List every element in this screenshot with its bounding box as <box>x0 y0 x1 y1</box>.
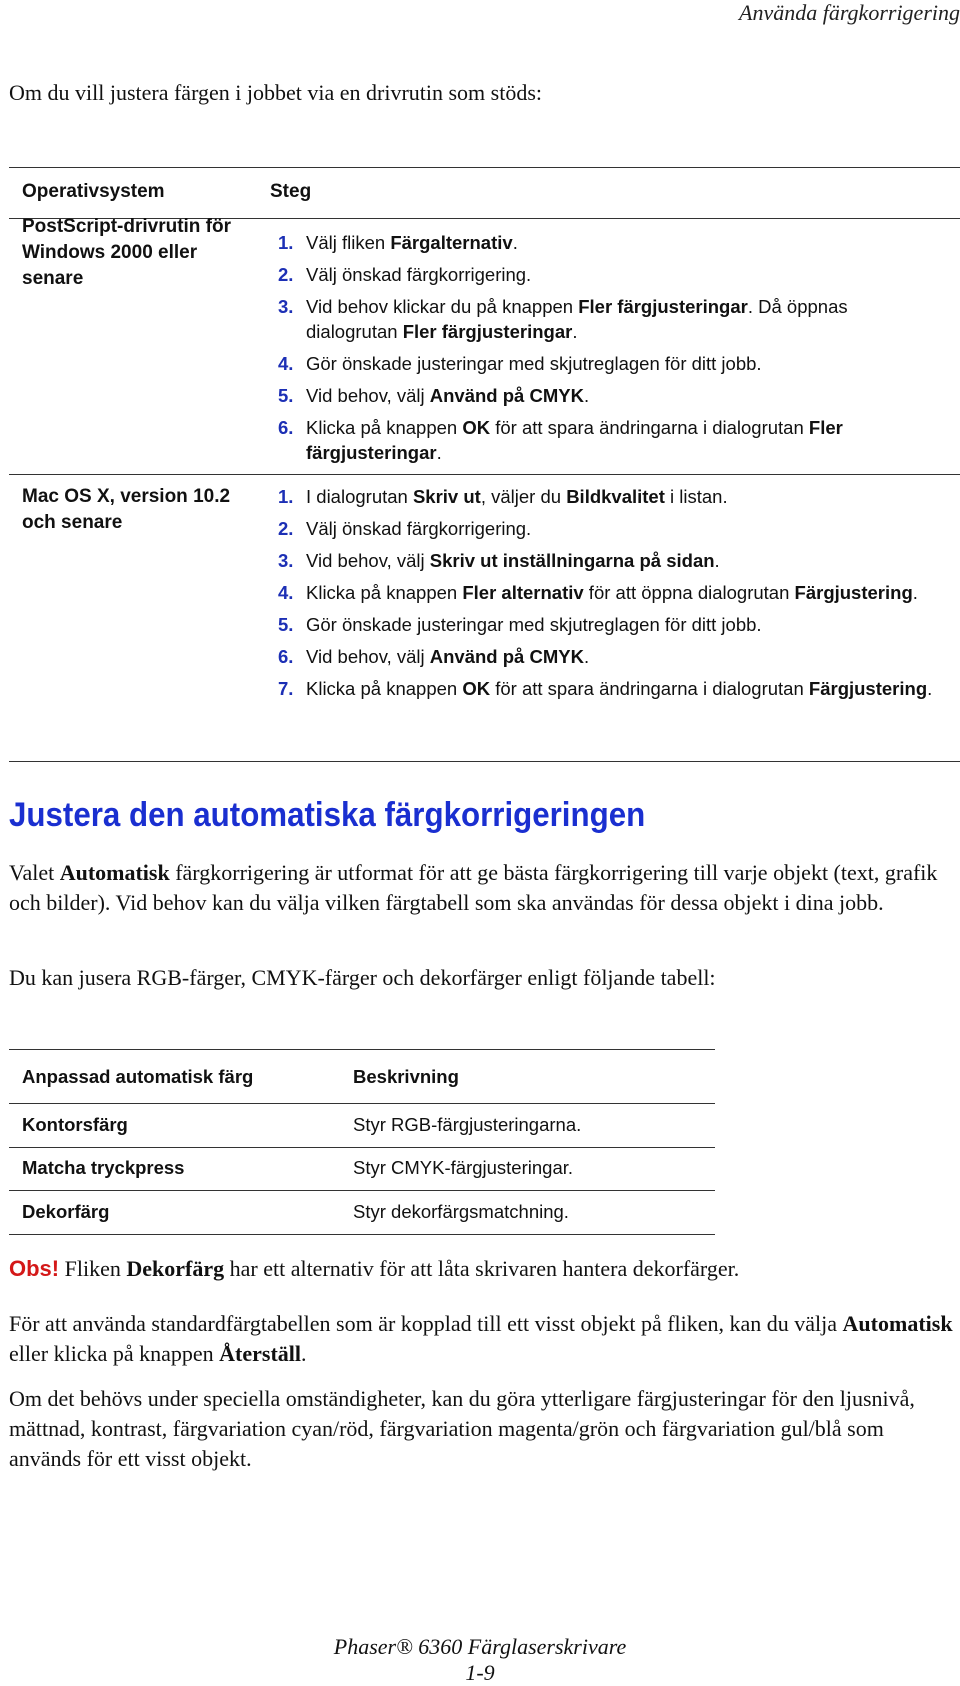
intro-text: Om du vill justera färgen i jobbet via en drivrutin som stöds: <box>9 80 543 105</box>
list-item: 2. Välj önskad färgkorrigering. <box>278 518 532 539</box>
table-rule <box>9 1103 715 1104</box>
table-rule <box>9 474 960 475</box>
table-cell-desc: Styr CMYK-färgjusteringar. <box>353 1157 574 1178</box>
footer-product: Phaser® 6360 Färglaserskrivare <box>333 1634 627 1659</box>
paragraph-additional: Om det behövs under speciella omständigheter, kan du göra ytterligare färgjusteringar för den ljusnivå, mättnad, kontrast, färgvariation cyan/röd, färgvariation magenta/grön och färgvariation gul/blå som används för ett visst objekt. <box>9 1386 915 1471</box>
paragraph-default-table: För att använda standardfärgtabellen som är kopplad till ett visst objekt på fliken, kan du välja Automatisk eller klicka på knappen Återställ. <box>9 1311 953 1366</box>
os-mac <box>22 484 242 536</box>
table-rule <box>9 1049 715 1050</box>
list-item: 4. Klicka på knappen Fler alternativ för att öppna dialogrutan Färgjustering. <box>278 582 918 603</box>
paragraph-automatic: Valet Automatisk färgkorrigering är utformat för att ge bästa färgkorrigering till varje objekt (text, grafik och bilder). Vid behov kan du välja vilken färgtabell som ska användas för dessa objekt i dina jobb. <box>9 860 938 915</box>
list-item: 3. Vid behov klickar du på knappen Fler färgjusteringar. Då öppnas dialogrutan Fler färgjusteringar. <box>278 296 848 342</box>
mac-steps <box>278 484 938 708</box>
table-rule <box>9 1190 715 1191</box>
table-rule <box>9 1147 715 1148</box>
list-item: 3. Vid behov, välj Skriv ut inställningarna på sidan. <box>278 550 720 571</box>
table-cell-name: Matcha tryckpress <box>22 1157 185 1178</box>
table-rule <box>9 1234 715 1235</box>
list-item: 7. Klicka på knappen OK för att spara ändringarna i dialogrutan Färgjustering. <box>278 678 933 699</box>
list-item: 6. Klicka på knappen OK för att spara ändringarna i dialogrutan Fler färgjusteringar. <box>278 417 843 463</box>
table-header-description: Beskrivning <box>353 1066 459 1087</box>
list-item: 6. Vid behov, välj Använd på CMYK. <box>278 646 590 667</box>
table-header-os: Operativsystem <box>22 181 165 202</box>
list-item: 5. Gör önskade justeringar med skjutreglagen för ditt jobb. <box>278 614 762 635</box>
running-header: Använda färgkorrigering <box>739 0 960 25</box>
os-windows <box>22 214 242 292</box>
footer-page-number: 1-9 <box>465 1660 495 1685</box>
list-item: 4. Gör önskade justeringar med skjutreglagen för ditt jobb. <box>278 353 762 374</box>
windows-steps <box>278 230 938 472</box>
table-cell-name: Kontorsfärg <box>22 1114 128 1135</box>
table-header-name: Anpassad automatisk färg <box>22 1066 254 1087</box>
list-item: 2. Välj önskad färgkorrigering. <box>278 264 532 285</box>
os-label: PostScript-drivrutin för Windows 2000 eller senare <box>22 216 232 289</box>
list-item: 1. Välj fliken Färgalternativ. <box>278 232 518 253</box>
table-header-steps: Steg <box>270 181 312 202</box>
list-item: 1. I dialogrutan Skriv ut, väljer du Bildkvalitet i listan. <box>278 486 728 507</box>
os-label: Mac OS X, version 10.2 och senare <box>22 486 231 533</box>
note-paragraph: Obs! Fliken Dekorfärg har ett alternativ för att låta skrivaren hantera dekorfärger. <box>9 1256 740 1281</box>
table-rule <box>9 761 960 762</box>
table-cell-desc: Styr RGB-färgjusteringarna. <box>353 1114 582 1135</box>
table-cell-name: Dekorfärg <box>22 1201 110 1222</box>
list-item: 5. Vid behov, välj Använd på CMYK. <box>278 385 590 406</box>
paragraph-table-intro: Du kan jusera RGB-färger, CMYK-färger och dekorfärger enligt följande tabell: <box>9 965 716 990</box>
section-heading: Justera den automatiska färgkorrigeringen <box>9 796 646 834</box>
note-label: Obs! <box>9 1256 60 1281</box>
table-cell-desc: Styr dekorfärgsmatchning. <box>353 1201 569 1222</box>
table-rule <box>9 167 960 168</box>
